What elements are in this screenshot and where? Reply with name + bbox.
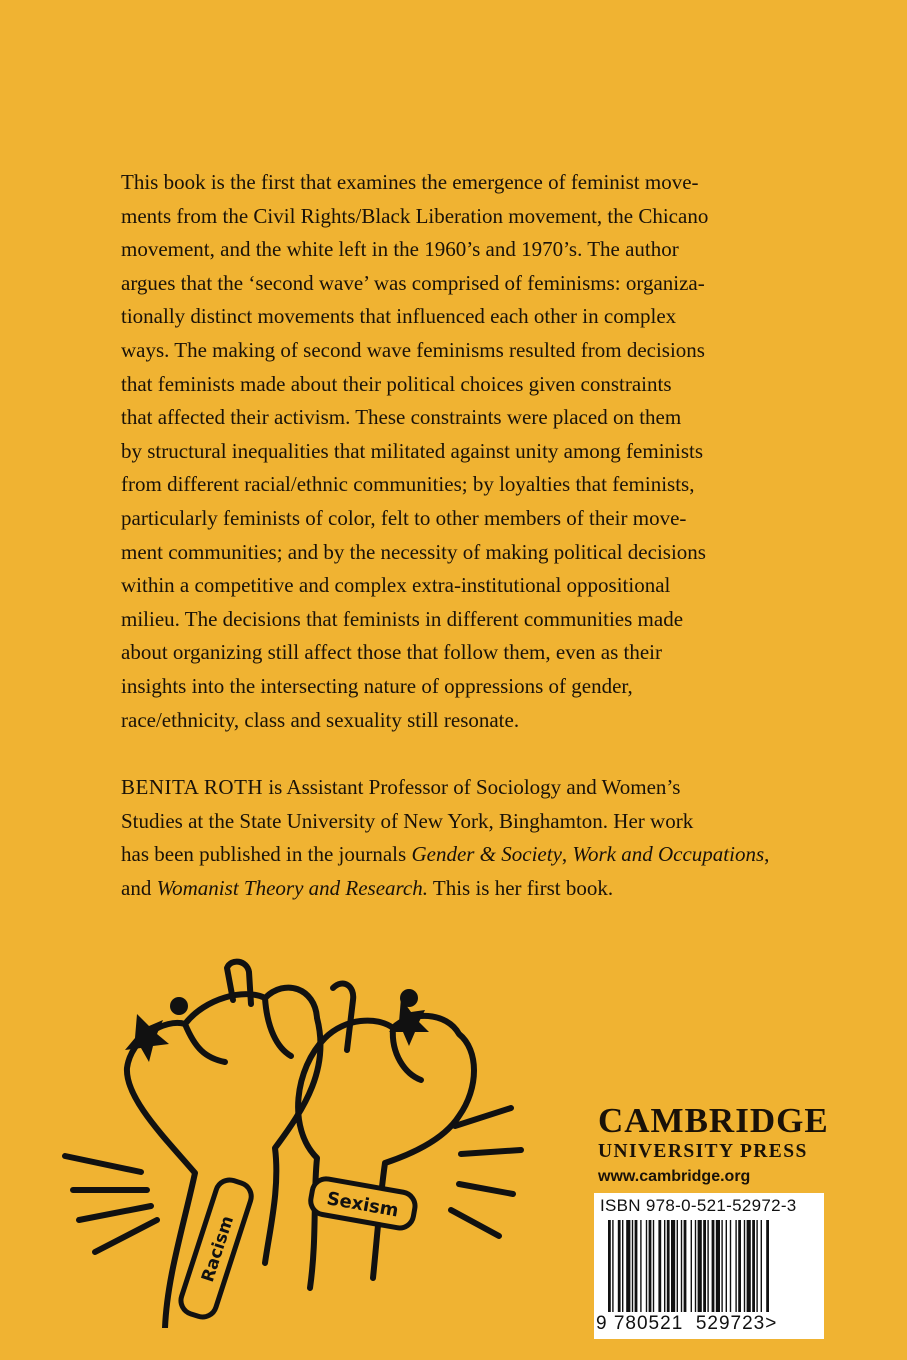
- barcode-bar: [612, 1220, 613, 1312]
- barcode-bar: [747, 1220, 751, 1312]
- description-line: within a competitive and complex extra-institutional oppositional: [121, 573, 671, 598]
- barcode-bar: [646, 1220, 647, 1312]
- barcode-bar: [681, 1220, 682, 1312]
- barcode-bar: [707, 1220, 708, 1312]
- description-line: movement, and the white left in the 1960’s and 1970’s. The author: [121, 237, 679, 262]
- barcode-bar: [744, 1220, 745, 1312]
- author-name: BENITA ROTH: [121, 775, 264, 799]
- barcode-bars: [602, 1220, 816, 1316]
- barcode-bar: [738, 1220, 741, 1312]
- barcode-bar: [698, 1220, 702, 1312]
- bio-text: is Assistant Professor of Sociology and Women’s: [263, 775, 681, 799]
- book-description: [121, 166, 761, 737]
- bio-text: and: [121, 875, 157, 900]
- description-line: particularly feminists of color, felt to other members of their move-: [121, 505, 687, 530]
- description-line: that feminists made about their political choices given constraints: [121, 371, 672, 396]
- barcode-bar: [721, 1220, 722, 1312]
- barcode-bar: [716, 1220, 720, 1312]
- description-line: ments from the Civil Rights/Black Liberation movement, the Chicano: [121, 203, 709, 228]
- barcode-bar: [761, 1220, 762, 1312]
- barcode-bar: [735, 1220, 736, 1312]
- racism-label: Racism: [197, 1213, 239, 1285]
- journal-title: Work and Occupations: [572, 842, 765, 867]
- barcode-bar: [653, 1220, 654, 1312]
- barcode-bar: [667, 1220, 670, 1312]
- description-line: by structural inequalities that militated against unity among feminists: [121, 438, 704, 463]
- author-bio: [121, 771, 770, 905]
- barcode-bar: [632, 1220, 633, 1312]
- ean-lead-digit: 9: [596, 1313, 608, 1334]
- barcode-bar: [664, 1220, 665, 1312]
- barcode-bar: [671, 1220, 675, 1312]
- barcode-bar: [695, 1220, 696, 1312]
- ean-group: 780521: [613, 1313, 684, 1334]
- barcode-bar: [712, 1220, 715, 1312]
- bio-text: ,: [561, 842, 573, 867]
- isbn-barcode: [594, 1193, 824, 1339]
- bio-line: [121, 771, 761, 805]
- barcode-bar: [684, 1220, 687, 1312]
- description-line: ways. The making of second wave feminisms resulted from decisions: [121, 337, 705, 362]
- barcode-bar: [726, 1220, 727, 1312]
- barcode-bar: [752, 1220, 755, 1312]
- barcode-bar: [730, 1220, 731, 1312]
- barcode-bar: [756, 1220, 757, 1312]
- barcode-bar: [766, 1220, 769, 1312]
- barcode-bar: [622, 1220, 623, 1312]
- journal-title: Gender & Society: [411, 842, 562, 867]
- ean-group: 529723: [695, 1313, 766, 1334]
- barcode-bar: [640, 1220, 641, 1312]
- barcode-bar: [618, 1220, 621, 1312]
- description-line: This book is the first that examines the emergence of feminist move-: [121, 170, 699, 194]
- journal-title: Womanist Theory and Research.: [156, 875, 428, 900]
- barcode-bar: [626, 1220, 630, 1312]
- bio-text: has been published in the journals: [121, 842, 412, 867]
- bio-line: [121, 872, 761, 906]
- publisher-website: www.cambridge.org: [598, 1168, 751, 1185]
- barcode-bar: [691, 1220, 692, 1312]
- barcode-bar: [649, 1220, 652, 1312]
- barcode-bar: [608, 1220, 611, 1312]
- barcode-bar: [658, 1220, 661, 1312]
- description-line: that affected their activism. These constraints were placed on them: [121, 405, 682, 430]
- bio-text: ,: [764, 842, 770, 867]
- ean-tail: >: [765, 1313, 778, 1334]
- barcode-bar: [635, 1220, 638, 1312]
- description-line: about organizing still affect those that follow them, even as their: [121, 640, 662, 665]
- barcode-bar: [677, 1220, 678, 1312]
- raised-fists-illustration: [55, 958, 525, 1328]
- bio-text: This is her first book.: [428, 875, 614, 900]
- description-line: race/ethnicity, class and sexuality still resonate.: [121, 707, 520, 732]
- barcode-bar: [703, 1220, 706, 1312]
- sexism-label: Sexism: [325, 1188, 401, 1222]
- publisher-name: CAMBRIDGE: [598, 1101, 829, 1140]
- description-line: tionally distinct movements that influenced each other in complex: [121, 304, 677, 329]
- description-line: ment communities; and by the necessity of making political decisions: [121, 539, 706, 564]
- description-line: insights into the intersecting nature of oppressions of gender,: [121, 673, 633, 698]
- isbn-text: ISBN 978-0-521-52972-3: [600, 1196, 797, 1215]
- bio-line: Studies at the State University of New York, Binghamton. Her work: [121, 808, 694, 833]
- publisher-subtitle: UNIVERSITY PRESS: [598, 1141, 808, 1162]
- bio-line: [121, 838, 770, 872]
- ean-digits: [596, 1313, 824, 1335]
- publisher-logo: [598, 1102, 838, 1188]
- description-line: argues that the ‘second wave’ was comprised of feminisms: organiza-: [121, 270, 705, 295]
- description-line: from different racial/ethnic communities; by loyalties that feminists,: [121, 472, 695, 497]
- description-line: milieu. The decisions that feminists in different communities made: [121, 606, 684, 631]
